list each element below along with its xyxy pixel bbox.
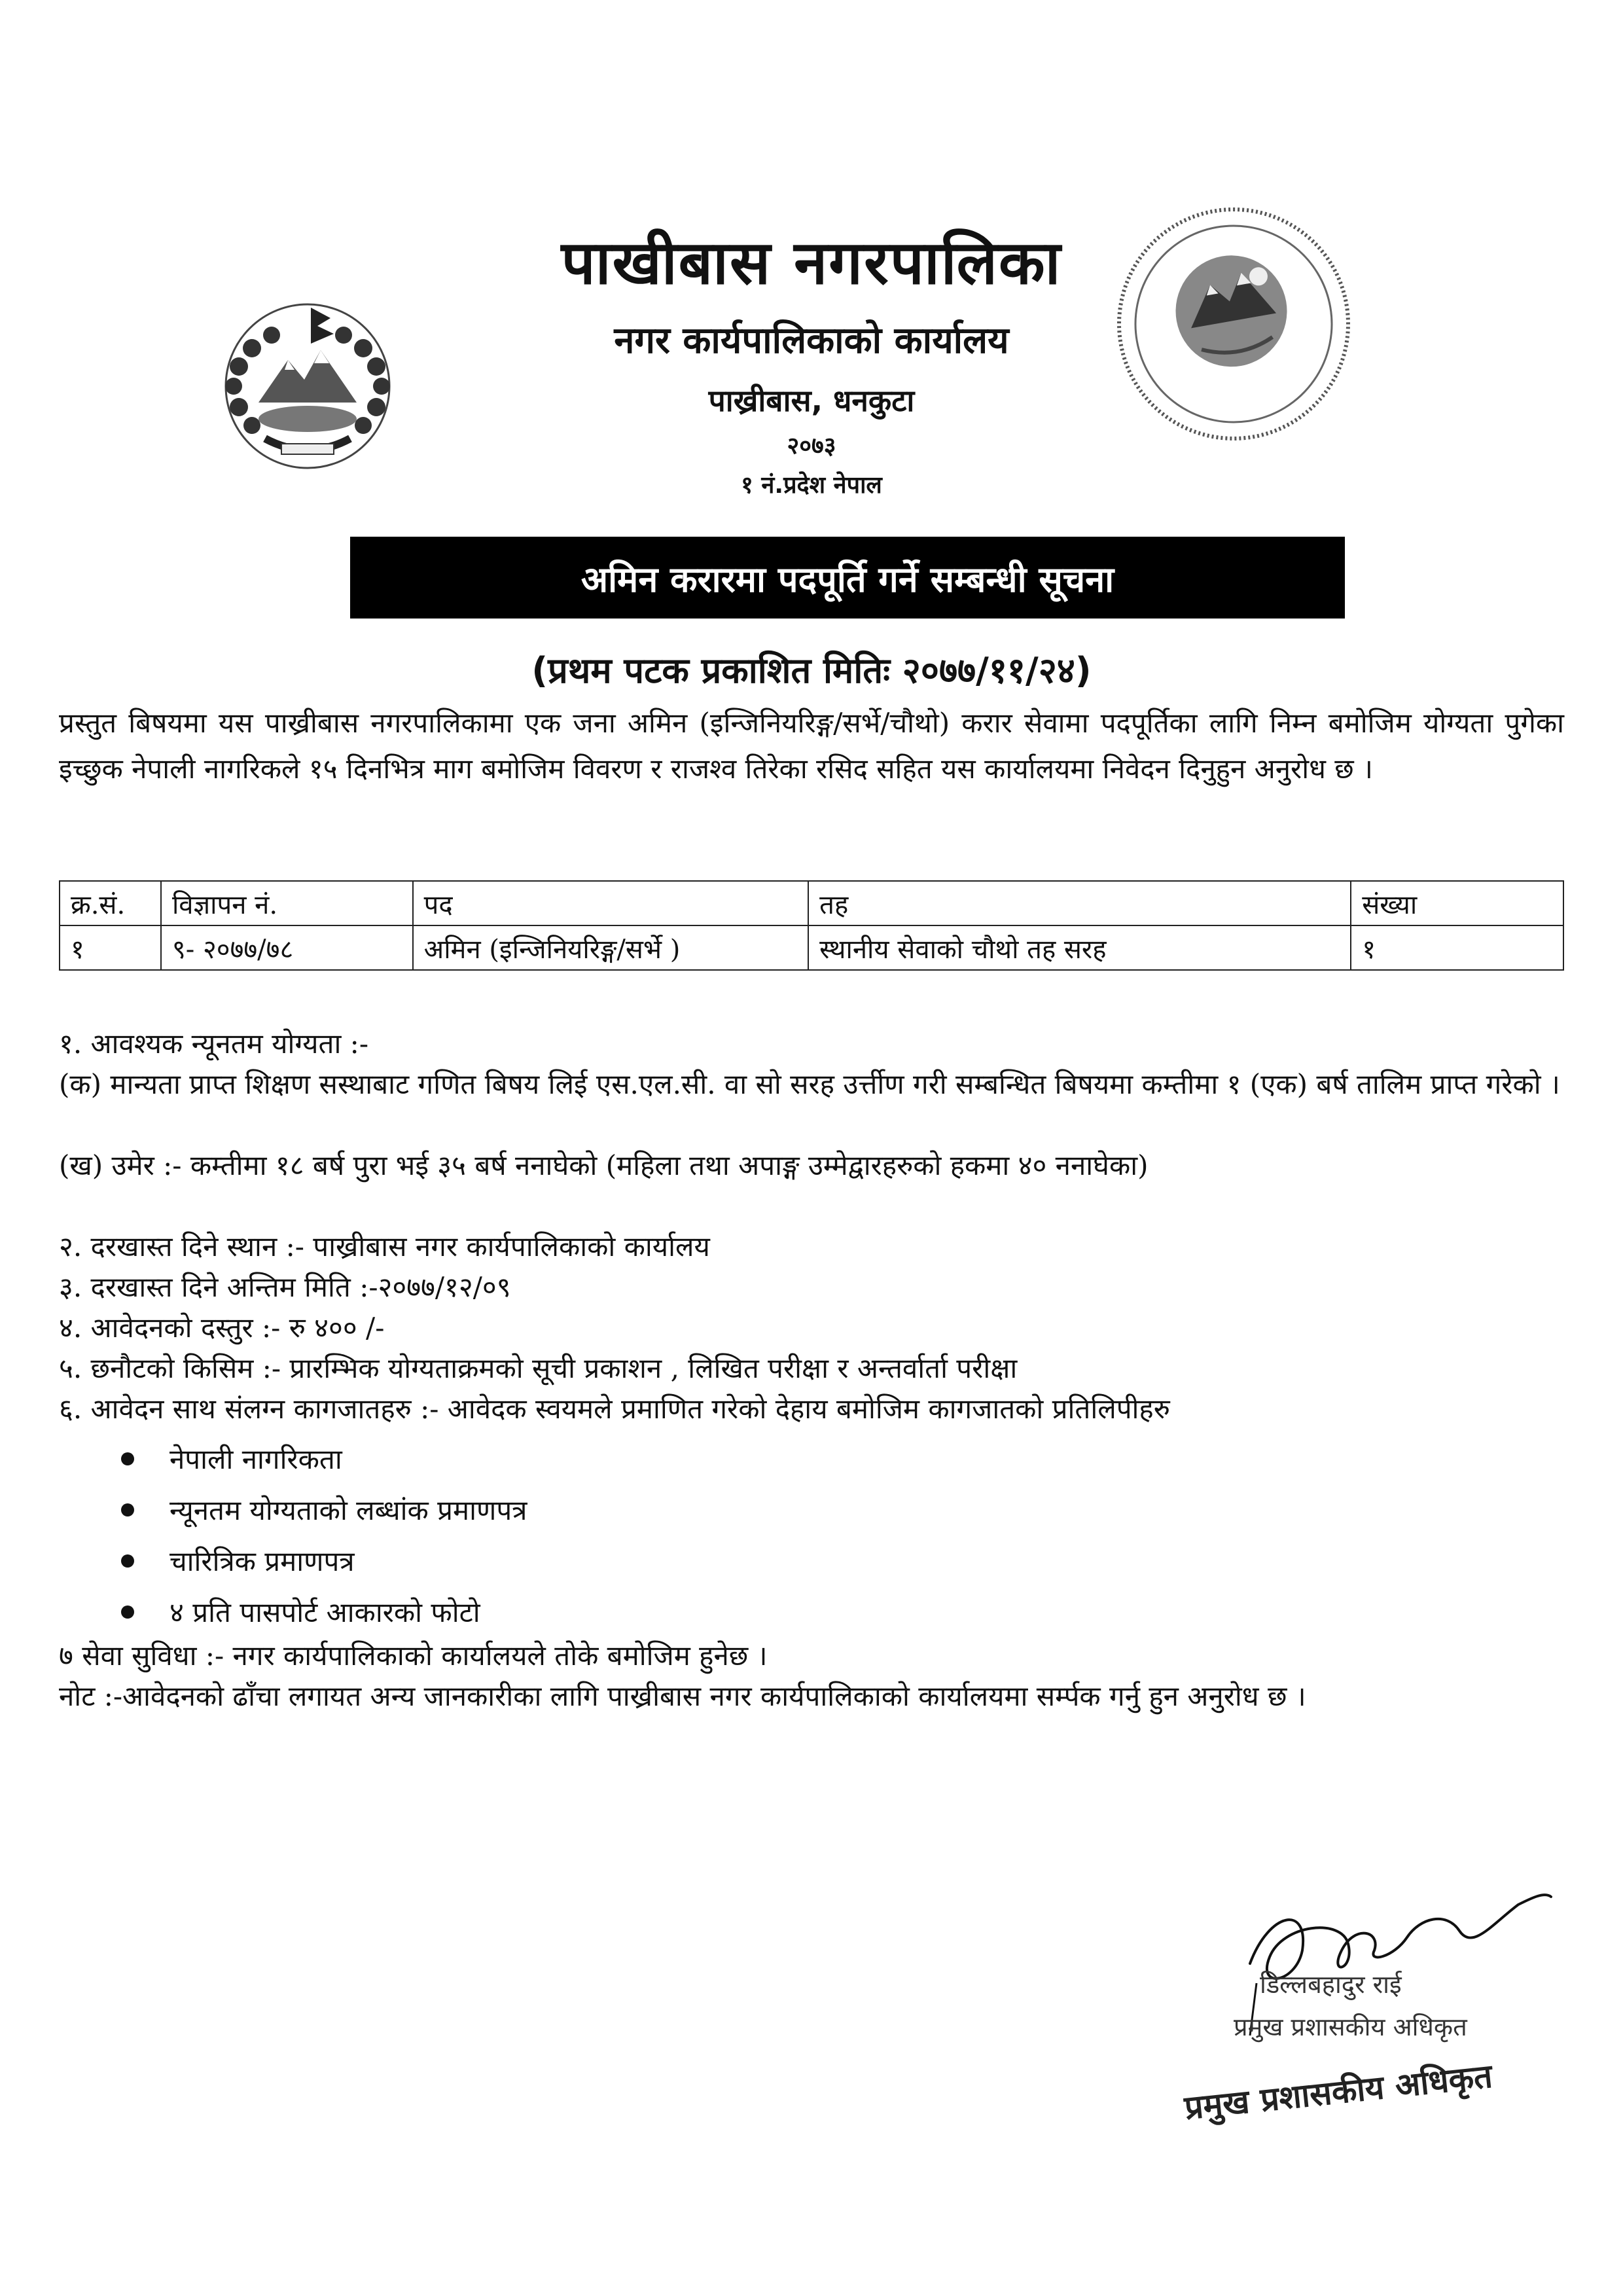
cell-sn: १ [60,925,161,970]
intro-paragraph: प्रस्तुत बिषयमा यस पाख्रीबास नगरपालिकामा एक जना अमिन (इन्जिनियरिङ्ग/सर्भे/चौथो) करार सेवामा पदपूर्तिका लागि निम्न बमोजिम योग्यता पुगेका इच्छुक नेपाली नागरिकले १५ दिनभित्र माग बमोजिम विवरण र राजश्व तिरेका रसिद सहित यस कार्यालयमा निवेदन दिनुहुन अनुरोध छ । [59,707,1564,785]
document-item: न्यूनतम योग्यताको लब्धांक प्रमाणपत्र [169,1494,527,1526]
list-item [121,1440,342,1479]
table-header-row [60,881,1563,925]
requirements-section [59,1024,1564,1810]
vacancy-table [59,880,1564,971]
notice-heading-banner [350,537,1345,619]
office-subtitle: नगर कार्यपालिकाको कार्यालय [614,319,1009,362]
list-item [121,1491,527,1530]
bullet-icon [121,1605,134,1619]
header-post: पद [413,881,809,925]
cell-count: १ [1351,925,1563,970]
req-service-benefits: ७ सेवा सुविधा :- नगर कार्यपालिकाको कार्यालयले तोके बमोजिम हुनेछ । [59,1640,768,1672]
req-deadline: ३. दरखास्त दिने अन्तिम मिति :-२०७७/१२/०९ [59,1271,511,1303]
notice-heading: अमिन करारमा पदपूर्ति गर्ने सम्बन्धी सूचना [580,558,1115,600]
list-item [121,1593,480,1632]
document-item: चारित्रिक प्रमाणपत्र [169,1545,355,1577]
bullet-icon [121,1503,134,1516]
req-selection-method: ५. छनौटको किसिम :- प्रारम्भिक योग्यताक्रमको सूची प्रकाशन , लिखित परीक्षा र अन्तर्वार्ता परीक्षा [59,1352,1018,1384]
office-location: पाख्रीबास, धनकुटा [708,383,915,418]
municipality-title: पाखीबास नगरपालिका [561,228,1062,298]
bullet-icon [121,1452,134,1465]
req-education: (क) मान्यता प्राप्त शिक्षण सस्थाबाट गणित बिषय लिई एस.एल.सी. वा सो सरह उर्त्तीण गरी सम्बन्धित बिषयमा कम्तीमा १ (एक) बर्ष तालिम प्राप्त गरेको । [59,1068,1560,1100]
province-name: १ नं.प्रदेश नेपाल [741,472,882,499]
header-count: संख्या [1351,881,1563,925]
req-application-place: २. दरखास्त दिने स्थान :- पाख्रीबास नगर कार्यपालिकाको कार्यालय [59,1230,710,1263]
document-item: ४ प्रति पासपोर्ट आकारको फोटो [169,1596,480,1628]
table-row [60,925,1563,970]
bullet-icon [121,1554,134,1568]
header-level: तह [808,881,1351,925]
req-fee: ४. आवेदनको दस्तुर :- रु ४०० /- [59,1312,385,1344]
header-sn: क्र.सं. [60,881,161,925]
req-min-qualification: १. आवश्यक न्यूनतम योग्यता :- [59,1028,369,1060]
cell-post: अमिन (इन्जिनियरिङ्ग/सर्भे ) [413,925,809,970]
document-item: नेपाली नागरिकता [169,1443,342,1475]
req-note: नोट :-आवेदनको ढाँचा लगायत अन्य जानकारीका लागि पाख्रीबास नगर कार्यपालिकाको कार्यालयमा सर्म्पक गर्नु हुन अनुरोध छ । [59,1680,1306,1712]
signatory-stamp: प्रमुख प्रशासकीय अधिकृत [1183,2056,1495,2127]
signatory-name: डिल्लबहादुर राई [1260,1970,1402,1999]
header-advert-no: विज्ञापन नं. [161,881,413,925]
publication-date: (प्रथम पटक प्रकाशित मितिः २०७७/११/२४) [531,650,1092,691]
establishment-year: २०७३ [787,433,836,459]
list-item [121,1542,355,1581]
req-age: (ख) उमेर :- कम्तीमा १८ बर्ष पुरा भई ३५ बर्ष ननाघेको (महिला तथा अपाङ्ग उम्मेद्वारहरुको हकमा ४० ननाघेका) [59,1149,1149,1181]
req-documents-heading: ६. आवेदन साथ संलग्न कागजातहरु :- आवेदक स्वयमले प्रमाणित गरेको देहाय बमोजिम कागजातको प्रतिलिपीहरु [59,1393,1170,1425]
signatory-title: प्रमुख प्रशासकीय अधिकृत [1234,2013,1467,2041]
cell-level: स्थानीय सेवाको चौथो तह सरह [808,925,1351,970]
cell-advert-no: ९- २०७७/७८ [161,925,413,970]
